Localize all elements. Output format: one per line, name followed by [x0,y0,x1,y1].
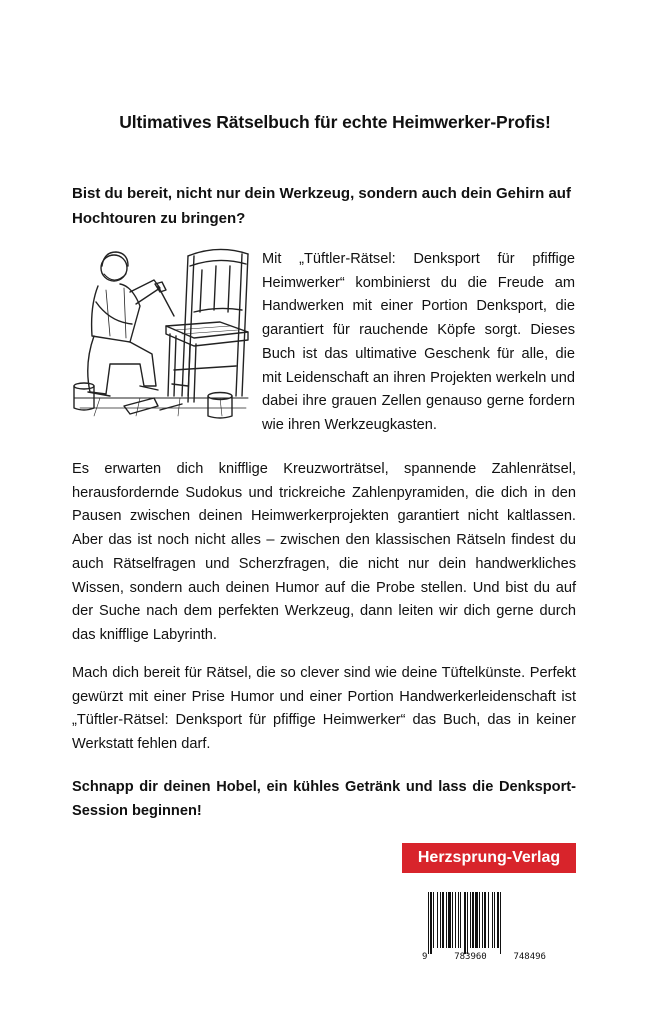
closing-statement: Schnapp dir deinen Hobel, ein kühles Getränk und lass die Denksport-Session beginnen! [72,779,576,819]
barcode-digit-prefix: 9 [422,952,428,962]
isbn-barcode [420,888,548,968]
barcode-bar [482,892,483,948]
intro-paragraph: Mit „Tüftler-Rätsel: Denksport für pfiffige Heimwerker“ kombinierst du die Freude am Handwerken mit einer Portion Denksport, die garantiert für rauchende Köpfe sorgt. Dieses Buch ist das ultimative Geschenk für alle, die mit Leidenschaft an ihren Projekten werkeln und dabei ihre grauen Zellen genauso gerne fordern wie ihren Werkzeugkasten. [262,251,575,433]
barcode-bar [460,892,461,948]
barcode-bar [433,892,434,948]
barcode-bar [497,892,499,948]
barcode-bar [440,892,441,948]
barcode-digit-group-1: 783960 [454,952,487,962]
barcode-digit-group-2: 748496 [513,952,546,962]
barcode-bar [446,892,447,948]
barcode-bar [437,892,438,948]
barcode-bar [464,892,466,954]
barcode-bar [455,892,456,948]
barcode-bar [492,892,493,948]
call-to-action-paragraph: Mach dich bereit für Rätsel, die so clever sind wie deine Tüftelkünste. Perfekt gewürzt mit einer Prise Humor und einer Portion Handwerkerleidenschaft ist „Tüftler-Rätsel: Denksport für pfiffige Heimwerker“ das Buch, das in keiner Werkstatt fehlen darf. [72,665,576,753]
barcode-bar [472,892,474,948]
barcode-bar [467,892,468,954]
barcode-bars [420,888,548,954]
lead-question: Bist du bereit, nicht nur dein Werkzeug, sondern auch dein Gehirn auf Hochtouren zu bringen? [72,185,571,227]
barcode-bar [470,892,471,948]
publisher-label: Herzsprung-Verlag [402,843,576,873]
barcode-bar [488,892,489,948]
barcode-bar [448,892,451,948]
barcode-bar [452,892,453,948]
barcode-bar [494,892,495,948]
puzzle-description-paragraph: Es erwarten dich knifflige Kreuzworträtsel, spannende Zahlenrätsel, herausfordernde Sudokus und trickreiche Zahlenpyramiden, die dich in den Pausen zwischen deinen Heimwerkerprojekten garantiert nicht kaltlassen. Aber das ist noch nicht alles – zwischen den klassischen Rätseln findest du auch Rätselfragen und Scherzfragen, die nicht nur dein handwerkliches Wissen, sondern auch deinen Humor auf die Probe stellen. Und bist du auf der Suche nach dem perfekten Werkzeug, dann leiten wir dich gerne durch das knifflige Labyrinth. [72,461,576,643]
barcode-bar [442,892,444,948]
book-title: Ultimatives Rätselbuch für echte Heimwerker-Profis! [119,112,551,132]
barcode-bar [428,892,429,954]
barcode-bar [484,892,486,948]
craftsman-illustration [70,246,252,422]
barcode-bar [479,892,480,948]
barcode-number [420,952,548,966]
barcode-bar [430,892,432,954]
barcode-bar [475,892,478,948]
barcode-bar [500,892,501,954]
barcode-bar [458,892,459,948]
